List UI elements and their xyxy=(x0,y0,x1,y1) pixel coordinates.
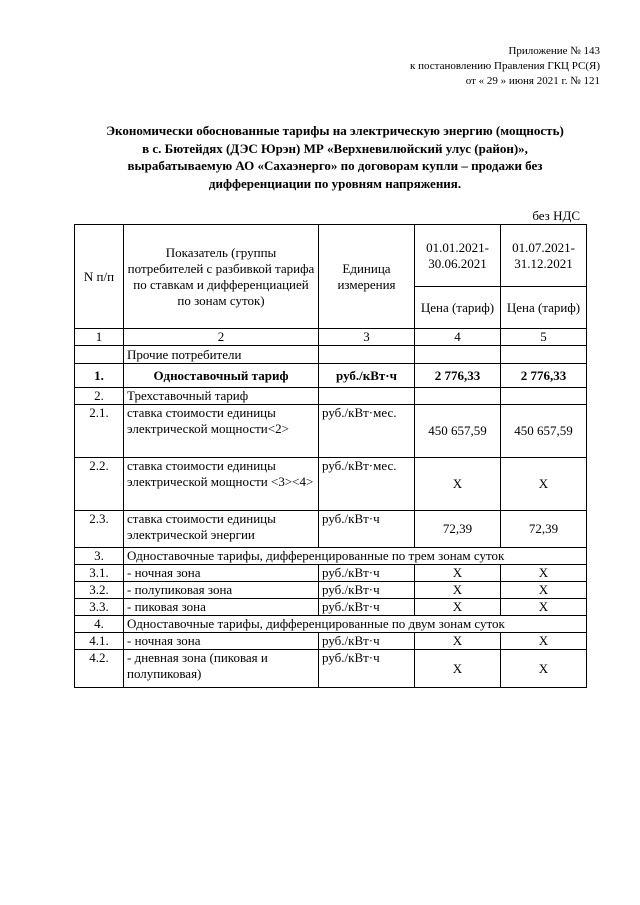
row-name: - дневная зона (пиковая и полупиковая) xyxy=(124,650,319,688)
row-unit: руб./кВт·ч xyxy=(319,511,415,548)
row-value-1: X xyxy=(415,458,501,511)
row-num: 3.3. xyxy=(75,599,124,616)
title-line-2: в с. Бютейдях (ДЭС Юрэн) МР «Верхневилюйский улус (район)», xyxy=(142,140,528,156)
table-row xyxy=(75,346,587,364)
row-num: 1. xyxy=(75,364,124,388)
row-value-2: X xyxy=(501,599,587,616)
row-value-1: X xyxy=(415,599,501,616)
row-value-1: 450 657,59 xyxy=(415,405,501,458)
row-value-2: 450 657,59 xyxy=(501,405,587,458)
appendix-line-3: от « 29 » июня 2021 г. № 121 xyxy=(465,75,600,87)
title-line-3: вырабатываемую АО «Сахаэнерго» по договорам купли – продажи без xyxy=(127,158,543,173)
table-row xyxy=(75,650,587,688)
table-row xyxy=(75,511,587,548)
row-value-2: 72,39 xyxy=(501,511,587,548)
table-row xyxy=(75,599,587,616)
row-name: Одноставочные тарифы, дифференцированные по двум зонам суток xyxy=(124,616,587,633)
section-other-consumers: Прочие потребители xyxy=(124,346,319,364)
table-row xyxy=(75,616,587,633)
row-num: 2.1. xyxy=(75,405,124,458)
row-name: - ночная зона xyxy=(124,565,319,582)
col-number-5: 5 xyxy=(501,329,587,346)
row-value-2: 2 776,33 xyxy=(501,364,587,388)
col-number-1: 1 xyxy=(75,329,124,346)
vat-note: без НДС xyxy=(532,208,580,223)
row-name: - пиковая зона xyxy=(124,599,319,616)
row-name: Одноставочные тарифы, дифференцированные по трем зонам суток xyxy=(124,548,587,565)
row-unit: руб./кВт·ч xyxy=(319,364,415,388)
header-period-2: 01.07.2021-31.12.2021 xyxy=(501,225,587,287)
header-period-1: 01.01.2021-30.06.2021 xyxy=(415,225,501,287)
table-row xyxy=(75,633,587,650)
row-num: 3.2. xyxy=(75,582,124,599)
table-row xyxy=(75,364,587,388)
row-num: 3.1. xyxy=(75,565,124,582)
row-value-2: X xyxy=(501,458,587,511)
header-unit: Единица измерения xyxy=(319,225,415,329)
table-row xyxy=(75,565,587,582)
row-value-2: X xyxy=(501,582,587,599)
row-value-1: X xyxy=(415,565,501,582)
col-number-2: 2 xyxy=(124,329,319,346)
row-value-1: X xyxy=(415,633,501,650)
row-name: - полупиковая зона xyxy=(124,582,319,599)
row-value-1: 72,39 xyxy=(415,511,501,548)
table-row xyxy=(75,458,587,511)
row-unit: руб./кВт·ч xyxy=(319,633,415,650)
row-name: ставка стоимости единицы электрической мощности <3><4> xyxy=(124,458,319,511)
table-row xyxy=(75,405,587,458)
row-unit: руб./кВт·мес. xyxy=(319,405,415,458)
row-value-2: X xyxy=(501,565,587,582)
appendix-line-1: Приложение № 143 xyxy=(508,45,600,57)
tariff-table xyxy=(74,224,587,688)
row-unit: руб./кВт·ч xyxy=(319,565,415,582)
table-row xyxy=(75,388,587,405)
col-number-4: 4 xyxy=(415,329,501,346)
row-value-1: 2 776,33 xyxy=(415,364,501,388)
row-unit: руб./кВт·мес. xyxy=(319,458,415,511)
row-unit: руб./кВт·ч xyxy=(319,650,415,688)
header-price-1: Цена (тариф) xyxy=(415,287,501,329)
header-price-2: Цена (тариф) xyxy=(501,287,587,329)
row-num: 3. xyxy=(75,548,124,565)
appendix-note xyxy=(410,44,600,89)
row-num: 2.2. xyxy=(75,458,124,511)
row-num: 4.2. xyxy=(75,650,124,688)
table-row xyxy=(75,582,587,599)
row-name: Одноставочный тариф xyxy=(124,364,319,388)
row-num: 4. xyxy=(75,616,124,633)
document-title xyxy=(58,122,612,192)
row-num: 2.3. xyxy=(75,511,124,548)
row-num: 2. xyxy=(75,388,124,405)
header-indicator: Показатель (группы потребителей с разбивкой тарифа по ставкам и дифференциацией по зонам суток) xyxy=(124,225,319,329)
appendix-line-2: к постановлению Правления ГКЦ РС(Я) xyxy=(410,60,600,72)
row-name: - ночная зона xyxy=(124,633,319,650)
row-value-1: X xyxy=(415,650,501,688)
table-row xyxy=(75,548,587,565)
row-name: ставка стоимости единицы электрической мощности<2> xyxy=(124,405,319,458)
header-num: N п/п xyxy=(75,225,124,329)
row-name: Трехставочный тариф xyxy=(124,388,319,405)
col-number-3: 3 xyxy=(319,329,415,346)
row-value-1: X xyxy=(415,582,501,599)
row-value-2: X xyxy=(501,633,587,650)
row-unit: руб./кВт·ч xyxy=(319,582,415,599)
row-value-2: X xyxy=(501,650,587,688)
title-line-4: дифференциации по уровням напряжения. xyxy=(208,175,462,191)
row-name: ставка стоимости единицы электрической энергии xyxy=(124,511,319,548)
title-line-1: Экономически обоснованные тарифы на электрическую энергию (мощность) xyxy=(106,123,564,138)
row-num: 4.1. xyxy=(75,633,124,650)
row-unit: руб./кВт·ч xyxy=(319,599,415,616)
